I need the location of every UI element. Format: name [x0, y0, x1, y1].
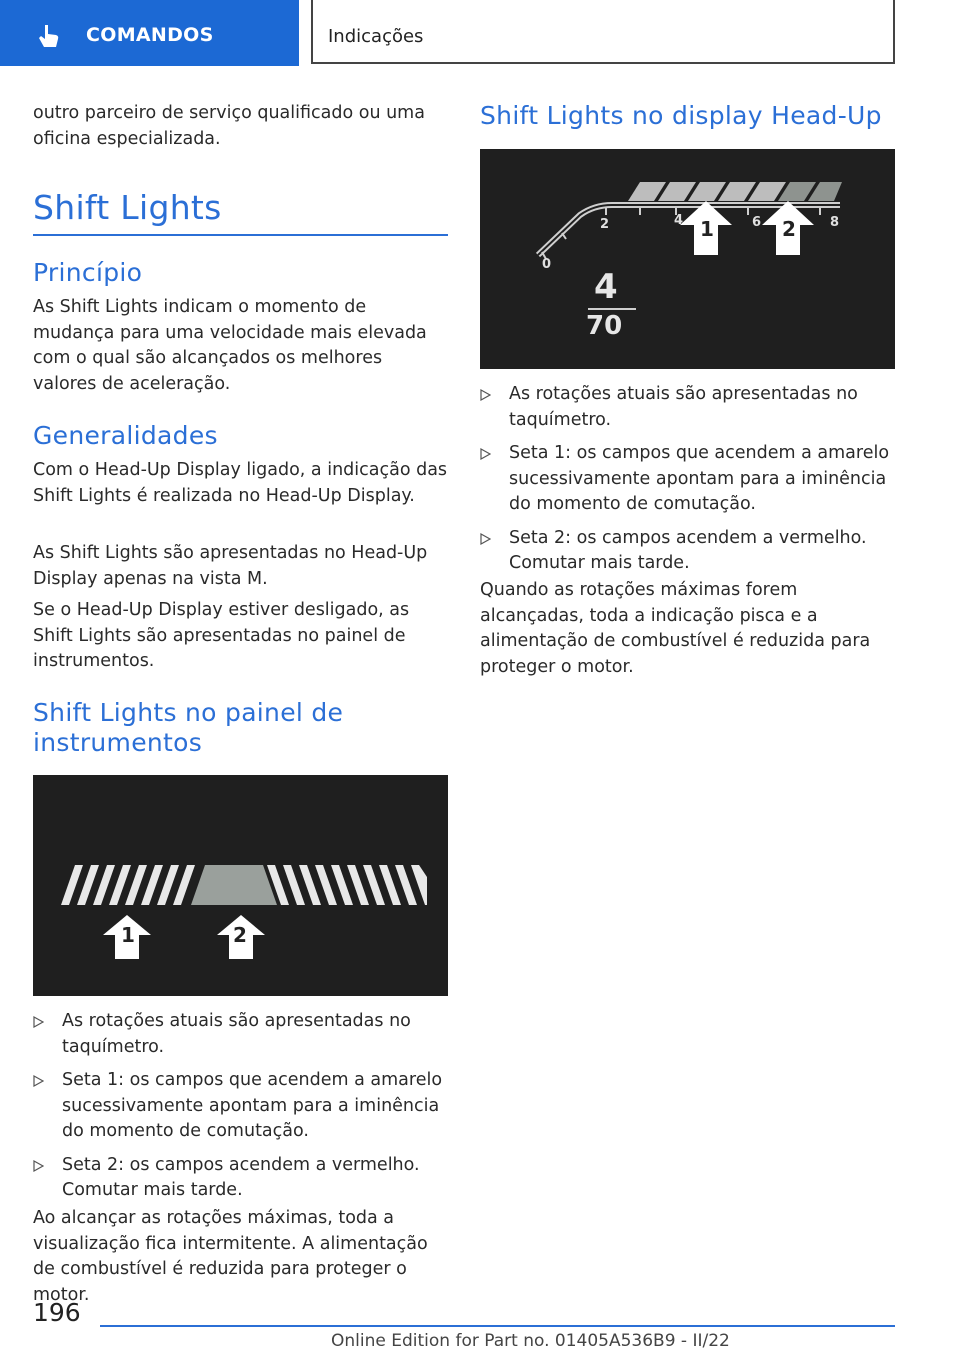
list-item: As rotações atuais são apresentadas no taquímetro. — [480, 382, 896, 433]
hud-scale-6: 6 — [752, 215, 762, 230]
arrow-2-label: 2 — [233, 923, 247, 947]
hud-gear: 4 — [594, 267, 618, 307]
list-item: Seta 1: os campos que acendem a amarelo sucessivamente apontam para a iminência do momento de comutação. — [33, 1068, 449, 1145]
title-rule — [33, 234, 448, 236]
list-item: Seta 2: os campos acendem a vermelho. Comutar mais tarde. — [33, 1153, 449, 1204]
intro-paragraph: outro parceiro de serviço qualificado ou uma oficina especializada. — [33, 103, 425, 149]
hud-scale-0: 0 — [542, 257, 552, 272]
triangle-bullet-icon — [480, 448, 491, 460]
hud-scale-4: 4 — [674, 213, 684, 228]
section-title: Indicações — [328, 26, 424, 47]
shift-lights-bar — [33, 775, 448, 996]
triangle-bullet-icon — [480, 533, 491, 545]
hud-scale-8: 8 — [830, 215, 840, 230]
heading-hud: Shift Lights no display Head-Up — [480, 101, 882, 130]
hud-arrow-2-label: 2 — [782, 217, 796, 241]
heading-painel-line1: Shift Lights no painel de — [33, 698, 344, 727]
heading-generalidades: Generalidades — [33, 421, 218, 450]
generalidades-p2: As Shift Lights são apresentadas no Head-Up Display apenas na vista M. — [33, 543, 428, 589]
heading-principio: Princípio — [33, 258, 143, 287]
triangle-bullet-icon — [33, 1075, 44, 1087]
hud-arrow-1-label: 1 — [700, 217, 714, 241]
list-item: Seta 1: os campos que acendem a amarelo sucessivamente apontam para a iminência do momento de comutação. — [480, 441, 896, 518]
footer-edition: Online Edition for Part no. 01405A536B9 - II/22 — [331, 1331, 730, 1351]
page-number: 196 — [33, 1298, 81, 1327]
list-item: Seta 2: os campos acendem a vermelho. Comutar mais tarde. — [480, 526, 896, 577]
chapter-tab-label: COMANDOS — [86, 24, 214, 46]
footer-rule — [100, 1325, 895, 1327]
hud-speed: 70 — [586, 311, 623, 341]
list-item: As rotações atuais são apresentadas no taquímetro. — [33, 1009, 449, 1060]
principio-text: As Shift Lights indicam o momento de mudança para uma velocidade mais elevada com o qual são alcançados os melhores valores de aceleração. — [33, 297, 427, 394]
chapter-tab[interactable] — [0, 0, 299, 66]
section-header — [311, 0, 895, 64]
right-bullet-list — [480, 382, 896, 585]
page-title: Shift Lights — [33, 188, 222, 227]
right-closing-paragraph: Quando as rotações máximas forem alcançadas, toda a indicação pisca e a alimentação de combustível é reduzida para proteger o motor. — [480, 580, 871, 677]
triangle-bullet-icon — [33, 1016, 44, 1028]
heading-painel-line2: instrumentos — [33, 728, 203, 757]
hud-scale-2: 2 — [600, 217, 610, 232]
triangle-bullet-icon — [33, 1160, 44, 1172]
arrow-1-label: 1 — [121, 923, 135, 947]
figure-head-up-display — [480, 149, 895, 369]
left-bullet-list — [33, 1009, 449, 1212]
triangle-bullet-icon — [480, 389, 491, 401]
generalidades-p1: Com o Head-Up Display ligado, a indicação das Shift Lights é realizada no Head-Up Display. — [33, 460, 448, 506]
hand-pointer-icon — [38, 24, 60, 48]
left-closing-paragraph: Ao alcançar as rotações máximas, toda a visualização fica intermitente. A alimentação de combustível é reduzida para proteger o motor. — [33, 1208, 428, 1305]
figure-instrument-cluster — [33, 775, 448, 996]
generalidades-p3: Se o Head-Up Display estiver desligado, as Shift Lights são apresentadas no painel de instrumentos. — [33, 600, 410, 671]
